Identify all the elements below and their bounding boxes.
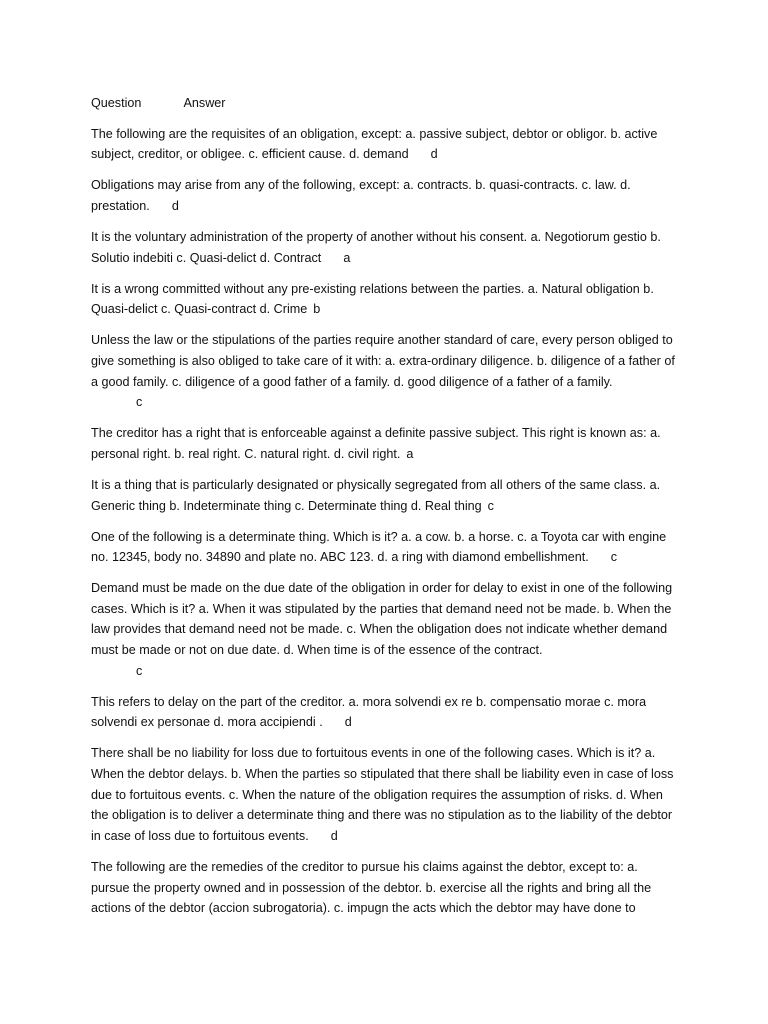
answer-text: c (136, 663, 143, 678)
question-text: The following are the requisites of an obligation, except: a. passive subject, debtor or obligor. b. active subject, creditor, or obligee. c. efficient cause. d. demand (91, 126, 658, 162)
question-text: Unless the law or the stipulations of the parties require another standard of care, every person obliged to give something is also obliged to take care of it with: a. extra-ordinary diligence. b. diligence of a father of a good family. c. diligence of a good father of a family. d. good diligence of a father of a family. (91, 333, 675, 389)
question-text: There shall be no liability for loss due to fortuitous events in one of the following cases. Which is it? a. When the debtor delays. b. When the parties so stipulated that there shall be liability even in case of loss due to fortuitous events. c. When the nature of the obligation requires the assumption of risks. d. When the obligation is to deliver a determinate thing and there was no stipulation as to the liability of the debtor in case of loss due to fortuitous events. (91, 746, 674, 843)
answer-text: d (344, 715, 352, 730)
qa-item-10 (91, 692, 678, 733)
answer-text: c (136, 395, 143, 410)
question-text: The following are the remedies of the creditor to pursue his claims against the debtor, except to: a. pursue the property owned and in possession of the debtor. b. exercise all the rights and bring all the actions of the debtor (accion subrogatoria). c. impugn the acts which the debtor may have done to (91, 859, 652, 916)
qa-item-3 (91, 227, 678, 268)
qa-item-5 (91, 330, 678, 412)
qa-item-4 (91, 279, 678, 320)
qa-item-11 (91, 743, 678, 846)
question-text: This refers to delay on the part of the creditor. a. mora solvendi ex re b. compensatio morae c. mora solvendi ex personae d. mora accipiendi . (91, 694, 647, 730)
answer-column-label: Answer (183, 96, 226, 110)
answer-text: a (406, 446, 414, 461)
answer-text: a (343, 250, 351, 265)
question-text: One of the following is a determinate thing. Which is it? a. a cow. b. a horse. c. a Toyota car with engine no. 12345, body no. 34890 and plate no. ABC 123. d. a ring with diamond embellishment. (91, 529, 667, 565)
answer-text: c (610, 550, 618, 565)
answer-text: d (330, 828, 338, 843)
qa-item-8 (91, 527, 678, 568)
qa-item-2 (91, 175, 678, 216)
column-header (91, 93, 678, 114)
question-text: It is a thing that is particularly designated or physically segregated from all others of the same class. a. Generic thing b. Indeterminate thing c. Determinate thing d. Real thing (91, 477, 661, 513)
question-text: It is the voluntary administration of the property of another without his consent. a. Negotiorum gestio b. Solutio indebiti c. Quasi-delict d. Contract (91, 229, 661, 265)
qa-item-9 (91, 578, 678, 681)
answer-text: c (487, 498, 494, 513)
qa-item-12 (91, 857, 678, 919)
question-column-label: Question (91, 96, 142, 110)
qa-item-1 (91, 124, 678, 165)
qa-item-6 (91, 423, 678, 464)
answer-text: d (430, 147, 438, 162)
qa-item-7 (91, 475, 678, 516)
answer-text: d (171, 198, 179, 213)
answer-text: b (313, 302, 321, 317)
question-text: Obligations may arise from any of the following, except: a. contracts. b. quasi-contracts. c. law. d. prestation. (91, 178, 631, 213)
question-text: It is a wrong committed without any pre-existing relations between the parties. a. Natural obligation b. Quasi-delict c. Quasi-contract d. Crime (91, 281, 654, 317)
question-text: Demand must be made on the due date of the obligation in order for delay to exist in one of the following cases. Which is it? a. When it was stipulated by the parties that demand need not be made. b. When the law provides that demand need not be made. c. When the obligation does not indicate whether demand must be made or not on due date. d. When time is of the essence of the contract. (91, 581, 673, 658)
question-text: The creditor has a right that is enforceable against a definite passive subject. This right is known as: a. personal right. b. real right. C. natural right. d. civil right. (91, 426, 661, 461)
